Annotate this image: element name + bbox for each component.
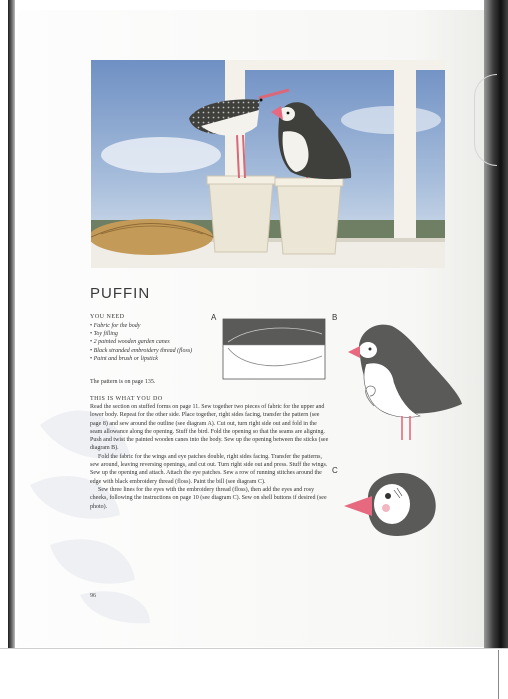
materials-list <box>90 322 192 363</box>
diagram-a-label: A <box>211 313 217 322</box>
diagram-c <box>342 468 442 542</box>
list-item: • Toy filling <box>90 330 192 338</box>
paragraph: Fold the fabric for the wings and eye patches double, right sides facing. Transfer the patterns, sew around, leaving reversing openings, and cut out. Turn right side out and press. Stuff the wings. Sew up the opening and attach. Attach the eye patches. Sew a row of running stitches around the edge with black embroidery thread (floss). Paint the bill (see diagram C). <box>90 453 328 485</box>
instructions-body <box>90 403 330 511</box>
diagram-b-label: B <box>332 313 338 322</box>
page-bottom-edge <box>0 648 508 649</box>
scan-edge-mark <box>498 650 499 699</box>
scan-shadow-left <box>8 0 15 648</box>
diagram-a <box>222 318 326 380</box>
diagram-b <box>340 316 465 442</box>
facing-page-curl <box>474 74 497 166</box>
diagram-c-label: C <box>332 466 338 475</box>
you-need-heading: YOU NEED <box>90 314 125 320</box>
pattern-note: The pattern is on page 135. <box>90 379 156 385</box>
page-title: PUFFIN <box>90 285 151 302</box>
paragraph: Read the section on stuffed forms on page 11. Sew together two pieces of fabric for the upper and lower body. Repeat for the other side. Place together, right sides facing, transfer the pattern (see page 8) and sew around the outline (see diagram A). Cut out, turn right side out and fold in the seam allowance along the opening. Stuff the bird. Fold the opening so that the seams are aligning. Push and twist the painted wooden canes into the body. Sew up the opening between the sticks (see diagram B). <box>90 404 329 452</box>
list-item: • Black stranded embroidery thread (floss) <box>90 347 192 355</box>
list-item: • 2 painted wooden garden canes <box>90 338 192 346</box>
list-item: • Paint and brush or lipstick <box>90 355 192 363</box>
puffin-photo <box>91 60 445 268</box>
page-number: 96 <box>90 593 96 599</box>
paragraph: Sew three lines for the eyes with the embroidery thread (floss), then add the eyes and rosy cheeks, following the instructions on page 10 (see diagram C). Sew on shell buttons if desired (see photo). <box>90 486 327 510</box>
list-item: • Fabric for the body <box>90 322 192 330</box>
instructions-heading: THIS IS WHAT YOU DO <box>90 396 163 402</box>
